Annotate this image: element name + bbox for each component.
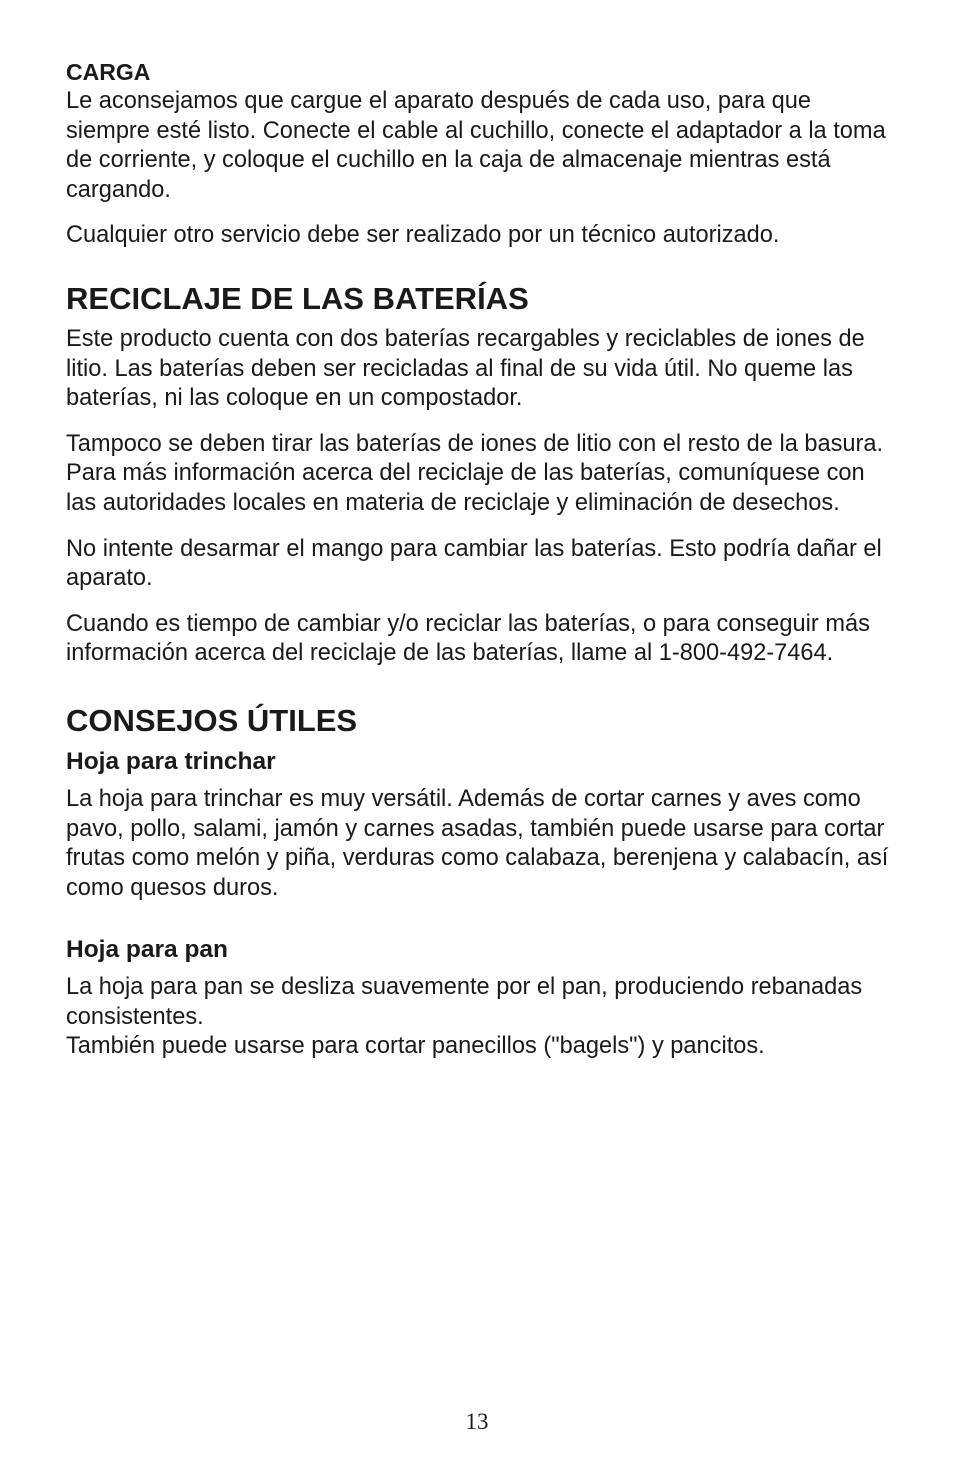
page-number: 13 bbox=[465, 1409, 489, 1434]
battery-recycling-title: RECICLAJE DE LAS BATERÍAS bbox=[66, 280, 529, 316]
manual-page bbox=[66, 58, 896, 1078]
useful-tips-section bbox=[66, 703, 896, 1062]
bread-blade-heading: Hoja para pan bbox=[66, 936, 229, 964]
recycling-paragraph-1: Este producto cuenta con dos baterías recargables y reciclables de iones de litio. Las baterías deben ser recicladas al final de su vida útil. No queme las baterías, ni las coloque en un compostador. bbox=[66, 325, 865, 412]
recycling-paragraph-3: No intente desarmar el mango para cambiar las baterías. Esto podría dañar el aparato. bbox=[66, 535, 882, 592]
carving-blade-heading: Hoja para trinchar bbox=[66, 747, 276, 775]
battery-recycling-section bbox=[66, 281, 896, 669]
charging-section bbox=[66, 58, 896, 251]
service-paragraph: Cualquier otro servicio debe ser realizado por un técnico autorizado. bbox=[66, 222, 780, 249]
recycling-paragraph-4: Cuando es tiempo de cambiar y/o reciclar las baterías, o para conseguir más información acerca del reciclaje de las baterías, llame al 1-800-492-7464. bbox=[66, 610, 870, 667]
bread-blade-paragraph bbox=[66, 973, 896, 1062]
carving-blade-subsection bbox=[66, 747, 896, 903]
charging-paragraph: Le aconsejamos que cargue el aparato después de cada uso, para que siempre esté listo. Conecte el cable al cuchillo, conecte el adaptador a la toma de corriente, y coloque el cuchillo en la caja de almacenaje mientras está cargando. bbox=[66, 88, 886, 203]
useful-tips-title: CONSEJOS ÚTILES bbox=[66, 702, 358, 738]
bread-blade-subsection bbox=[66, 935, 896, 1062]
charging-heading: CARGA bbox=[66, 59, 151, 85]
bread-blade-line-1: La hoja para pan se desliza suavemente por el pan, produciendo rebanadas consistentes. bbox=[66, 974, 863, 1030]
bread-blade-line-2: También puede usarse para cortar panecillos ("bagels") y pancitos. bbox=[66, 1033, 765, 1060]
carving-blade-paragraph: La hoja para trinchar es muy versátil. Además de cortar carnes y aves como pavo, pollo, salami, jamón y carnes asadas, también puede usarse para cortar frutas como melón y piña, verduras como calabaza, berenjena y calabacín, así como quesos duros. bbox=[66, 785, 889, 901]
recycling-paragraph-2: Tampoco se deben tirar las baterías de iones de litio con el resto de la basura. Para más información acerca del reciclaje de las baterías, comuníquese con las autoridades locales en materia de reciclaje y eliminación de desechos. bbox=[66, 430, 884, 516]
